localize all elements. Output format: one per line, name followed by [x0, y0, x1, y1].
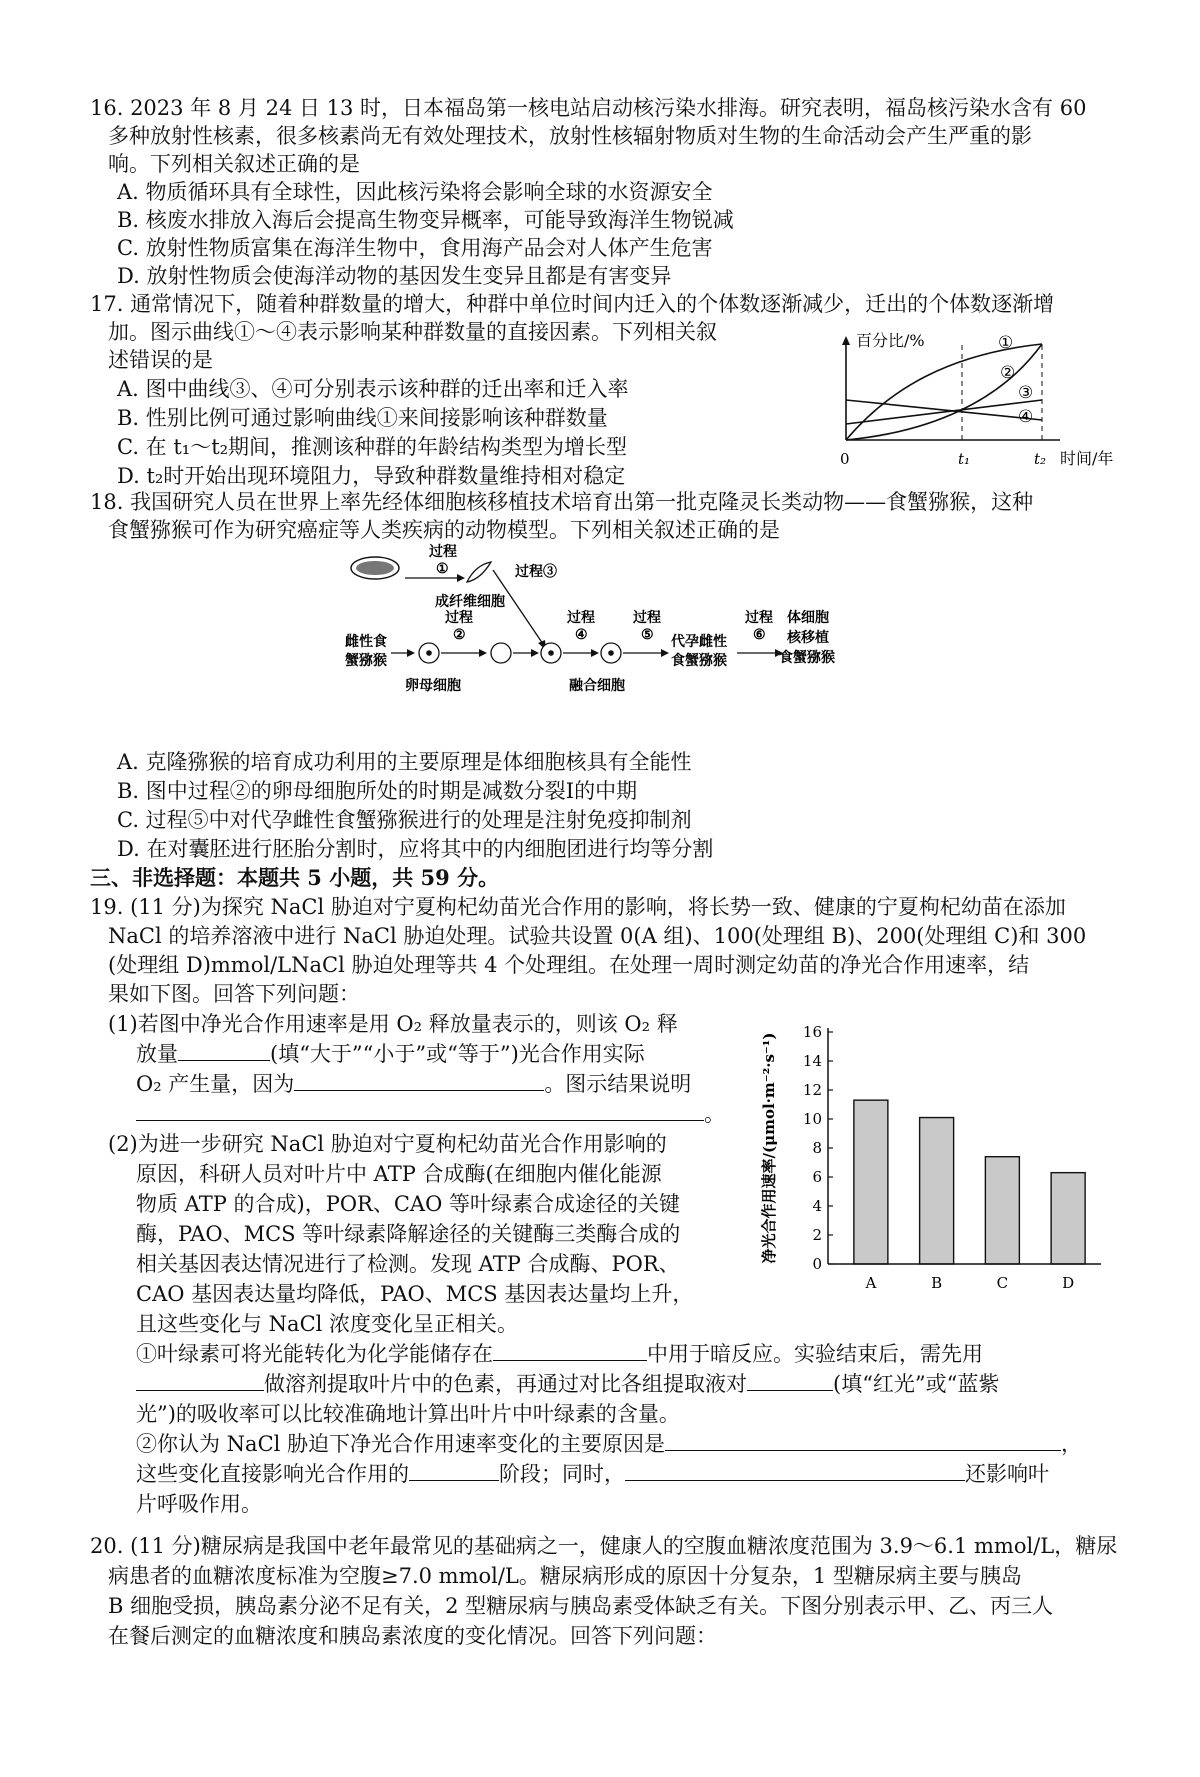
q19-sub1-text-c: 做溶剂提取叶片中的色素，再通过对比各组提取液对 [264, 1372, 747, 1396]
q19-sub2-text-e: 还影响叶 [965, 1462, 1049, 1486]
female-monkey-label-2: 蟹猕猴 [345, 653, 387, 669]
q19-sub1-line-1 [136, 1340, 983, 1368]
graph-origin: 0 [840, 450, 850, 468]
q19-part1-text-e: 。 [704, 1102, 725, 1126]
q19-sub1-line-3: 光”)的吸收率可以比较准确地计算出叶片中叶绿素的含量。 [136, 1402, 680, 1426]
q19-sub2-line-3: 片呼吸作用。 [136, 1492, 262, 1516]
bar-C [985, 1157, 1019, 1264]
q18-line-2: 食蟹猕猴可作为研究癌症等人类疾病的动物模型。下列相关叙述正确的是 [108, 518, 780, 542]
q16-option-c: C. 放射性物质富集在海洋生物中，食用海产品会对人体产生危害 [117, 236, 713, 260]
fibroblast-cell-icon [467, 562, 491, 582]
answer-blank-6[interactable] [747, 1370, 833, 1391]
q19-intro-2: NaCl 的培养溶液中进行 NaCl 胁迫处理。试验共设置 0(A 组)、100(处理组 B)、200(处理组 C)和 300 [108, 924, 1087, 948]
q19-part2-line-2: 原因，科研人员对叶片中 ATP 合成酶(在细胞内催化能源 [136, 1162, 662, 1186]
q19-part2-line-3: 物质 ATP 的合成)，POR、CAO 等叶绿素合成途径的关键 [136, 1192, 680, 1216]
q19-part1-line-4 [136, 1100, 725, 1128]
q17-line-2: 加。图示曲线①～④表示影响某种群数量的直接因素。下列相关叙 [108, 320, 717, 344]
arrow-process-2-head-icon [479, 649, 487, 657]
q16-line-1: 16. 2023 年 8 月 24 日 13 时，日本福岛第一核电站启动核污染水排海。研究表明，福岛核污染水含有 60 [90, 96, 1087, 120]
bar-A [854, 1100, 888, 1264]
q19-sub1-text-b: 中用于暗反应。实验结束后，需先用 [647, 1342, 983, 1366]
answer-blank-9[interactable] [625, 1460, 965, 1481]
q18-option-c: C. 过程⑤中对代孕雌性食蟹猕猴进行的处理是注射免疫抑制剂 [117, 808, 692, 832]
process-1-number: ① [436, 561, 449, 577]
q16-option-a: A. 物质循环具有全球性，因此核污染将会影响全球的水资源安全 [117, 180, 713, 204]
process-5-label: 过程 [633, 610, 661, 626]
graph-y-label: 百分比/% [856, 331, 925, 350]
q18-option-d: D. 在对囊胚进行胚胎分割时，应将其中的内细胞团进行均等分割 [117, 837, 714, 861]
q19-sub1-text-a: ①叶绿素可将光能转化为化学能储存在 [136, 1342, 493, 1366]
process-6-label: 过程 [745, 610, 773, 626]
q16-line-3: 响。下列相关叙述正确的是 [108, 152, 360, 176]
oocyte-nucleus-icon [426, 650, 432, 656]
y-axis-arrow-icon [842, 336, 850, 345]
process-2-label: 过程 [445, 610, 473, 626]
reconstructed-nucleus-icon [548, 650, 554, 656]
result-label-3: 食蟹猕猴 [779, 650, 835, 666]
category-label-C: C [996, 1274, 1009, 1292]
category-label-A: A [865, 1274, 877, 1292]
arrow-process-4-head-icon [591, 649, 599, 657]
process-4-number: ④ [575, 627, 588, 643]
category-label-D: D [1062, 1274, 1075, 1292]
q19-part2-line-1: (2)为进一步研究 NaCl 胁迫对宁夏枸杞幼苗光合作用影响的 [108, 1132, 667, 1156]
curve-1-label: ① [998, 333, 1014, 353]
y-tick-label: 4 [812, 1197, 822, 1215]
curve-3-label: ③ [1018, 383, 1034, 403]
result-label-2: 核移植 [787, 630, 829, 646]
q19-part2-line-6: CAO 基因表达量均降低，PAO、MCS 基因表达量均上升， [136, 1282, 694, 1306]
q19-sub2-line-2 [136, 1460, 1049, 1488]
enucleated-oocyte-icon [491, 643, 511, 663]
graph-t2-label: t₂ [1034, 450, 1047, 468]
q17-option-b: B. 性别比例可通过影响曲线①来间接影响该种群数量 [117, 406, 608, 430]
answer-blank-1[interactable] [178, 1040, 270, 1061]
q17-line-3: 述错误的是 [108, 348, 213, 372]
bar-D [1051, 1173, 1085, 1264]
q19-sub2-line-1 [136, 1430, 1082, 1458]
curve-2-label: ② [1000, 363, 1016, 383]
q19-part1-text-d: 。图示结果说明 [544, 1072, 692, 1096]
answer-blank-4[interactable] [493, 1340, 647, 1361]
q20-line-3: B 细胞受损，胰岛素分泌不足有关，2 型糖尿病与胰岛素受体缺乏有关。下图分别表示甲、乙、丙三人 [108, 1594, 1054, 1618]
q19-part2-line-5: 相关基因表达情况进行了检测。发现 ATP 合成酶、POR、 [136, 1252, 680, 1276]
q19-sub2-text-a: ②你认为 NaCl 胁迫下净光合作用速率变化的主要原因是 [136, 1432, 666, 1456]
q19-sub1-text-d: (填“红光”或“蓝紫 [833, 1372, 1000, 1396]
q19-part2-line-4: 酶，PAO、MCS 等叶绿素降解途径的关键酶三类酶合成的 [136, 1222, 681, 1246]
q17-option-d: D. t₂时开始出现环境阻力，导致种群数量维持相对稳定 [117, 464, 626, 488]
bar-B [920, 1118, 954, 1264]
q19-part1-text-b: (填“大于”“小于”或“等于”)光合作用实际 [270, 1042, 645, 1066]
chart-y-label: 净光合作用速率/(μmol·m⁻²·s⁻¹) [760, 1032, 778, 1264]
q19-part1-line-3 [136, 1070, 691, 1098]
q18-option-b: B. 图中过程②的卵母细胞所处的时期是减数分裂Ⅰ的中期 [117, 779, 638, 803]
cloning-process-diagram [345, 540, 865, 740]
arrow-female-head-icon [407, 649, 415, 657]
answer-blank-5[interactable] [136, 1370, 264, 1391]
y-tick-label: 8 [812, 1139, 822, 1157]
result-label-1: 体细胞 [787, 610, 829, 626]
curve-4-label: ④ [1018, 407, 1034, 427]
q16-option-b: B. 核废水排放入海后会提高生物变异概率，可能导致海洋生物锐减 [117, 208, 734, 232]
category-label-B: B [931, 1274, 943, 1292]
arrow-process-5-head-icon [661, 649, 669, 657]
q20-line-2: 病患者的血糖浓度标准为空腹≥7.0 mmol/L。糖尿病形成的原因十分复杂，1 型糖尿病主要与胰岛 [108, 1564, 1022, 1588]
q19-part1-line-1: (1)若图中净光合作用速率是用 O₂ 释放量表示的，则该 O₂ 释 [108, 1012, 678, 1036]
answer-blank-7[interactable] [665, 1430, 1061, 1451]
graph-t1-label: t₁ [958, 450, 971, 468]
q17-line-1: 17. 通常情况下，随着种群数量的增大，种群中单位时间内迁入的个体数逐渐减少，迁出的个体数逐渐增 [90, 292, 1055, 316]
q19-part2-line-7: 且这些变化与 NaCl 浓度变化呈正相关。 [136, 1312, 519, 1336]
curve-2 [846, 344, 1042, 440]
q18-option-a: A. 克隆猕猴的培育成功利用的主要原理是体细胞核具有全能性 [117, 750, 692, 774]
y-tick-label: 0 [812, 1255, 822, 1273]
arrow-to-fusion-head-icon [531, 649, 539, 657]
q16-option-d: D. 放射性物质会使海洋动物的基因发生变异且都是有害变异 [117, 264, 672, 288]
q20-line-4: 在餐后测定的血糖浓度和胰岛素浓度的变化情况。回答下列问题： [108, 1624, 717, 1648]
process-5-number: ⑤ [641, 627, 654, 643]
y-tick-label: 14 [802, 1052, 822, 1070]
surrogate-label-2: 食蟹猕猴 [671, 653, 727, 669]
q18-line-1: 18. 我国研究人员在世界上率先经体细胞核移植技术培育出第一批克隆灵长类动物——食蟹猕猴，这种 [90, 490, 1034, 514]
y-tick-label: 16 [802, 1023, 822, 1041]
q17-option-c: C. 在 t₁～t₂期间，推测该种群的年龄结构类型为增长型 [117, 435, 628, 459]
q16-line-2: 多种放射性核素，很多核素尚无有效处理技术，放射性核辐射物质对生物的生命活动会产生严重的影 [108, 124, 1032, 148]
answer-blank-3[interactable] [136, 1100, 704, 1121]
arrow-process-1-head-icon [457, 574, 465, 582]
female-monkey-label-1: 雌性食 [345, 634, 387, 650]
y-tick-label: 6 [812, 1168, 822, 1186]
q19-sub2-text-c: 这些变化直接影响光合作用的 [136, 1462, 409, 1486]
net-photosynthesis-bar-chart [756, 1016, 1116, 1298]
q19-intro-3: (处理组 D)mmol/LNaCl 胁迫处理等共 4 个处理组。在处理一周时测定幼苗的净光合作用速率，结 [108, 953, 1030, 977]
q19-sub1-line-2 [136, 1370, 999, 1398]
q19-sub2-text-d: 阶段；同时， [499, 1462, 625, 1486]
q20-line-1: 20. (11 分)糖尿病是我国中老年最常见的基础病之一，健康人的空腹血糖浓度范围为 3.9～6.1 mmol/L，糖尿 [90, 1534, 1118, 1558]
answer-blank-8[interactable] [409, 1460, 499, 1481]
q19-part1-text-a: 放量 [136, 1042, 178, 1066]
section-3-heading: 三、非选择题：本题共 5 小题，共 59 分。 [90, 865, 500, 890]
q19-intro-4: 果如下图。回答下列问题： [108, 982, 360, 1006]
q19-part1-line-2 [136, 1040, 645, 1068]
process-4-label: 过程 [567, 610, 595, 626]
q19-intro-1: 19. (11 分)为探究 NaCl 胁迫对宁夏枸杞幼苗光合作用的影响，将长势一致、健康的宁夏枸杞幼苗在添加 [90, 895, 1066, 919]
process-2-number: ② [453, 627, 466, 643]
oocyte-label: 卵母细胞 [405, 678, 461, 694]
graph-x-label: 时间/年 [1060, 449, 1114, 468]
q19-part1-text-c: O₂ 产生量，因为 [136, 1072, 295, 1096]
process-1-label: 过程 [429, 544, 457, 560]
answer-blank-2[interactable] [294, 1070, 544, 1091]
fused-nucleus-icon [608, 650, 614, 656]
process-6-number: ⑥ [753, 627, 766, 643]
q17-option-a: A. 图中曲线③、④可分别表示该种群的迁出率和迁入率 [117, 377, 629, 401]
population-factor-graph [830, 328, 1160, 476]
process-3-label: 过程③ [515, 564, 557, 580]
y-tick-label: 12 [802, 1081, 822, 1099]
curve-1 [846, 344, 1042, 440]
q19-sub2-text-b: ， [1061, 1432, 1083, 1456]
tissue-dots-icon [356, 561, 394, 575]
y-tick-label: 2 [812, 1226, 822, 1244]
fibroblast-label: 成纤维细胞 [435, 594, 505, 610]
surrogate-label-1: 代孕雌性 [671, 634, 727, 650]
y-tick-label: 10 [802, 1110, 822, 1128]
fused-cell-label: 融合细胞 [569, 678, 625, 694]
